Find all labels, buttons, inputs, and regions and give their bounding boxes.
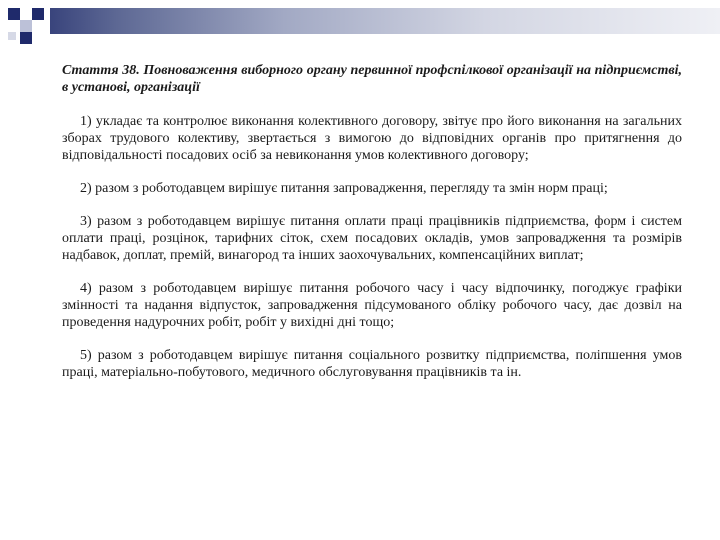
paragraph-4: 4) разом з роботодавцем вирішує питання робочого часу і часу відпочинку, погоджує графіки змінності та надання відпусток, запровадження підсумованого обліку робочого часу, дає дозвіл на проведення надурочних робіт, робіт у вихідні дні тощо; bbox=[62, 281, 682, 330]
decor-square-dark bbox=[32, 8, 44, 20]
article-title: Стаття 38. Повноваження виборного органу первинної профспілкової організації на підприємстві, в установі, організації bbox=[62, 63, 682, 95]
document-body bbox=[62, 62, 682, 397]
paragraph-2: 2) разом з роботодавцем вирішує питання запровадження, перегляду та змін норм праці; bbox=[80, 181, 608, 196]
paragraph-1: 1) укладає та контролює виконання колективного договору, звітує про його виконання на загальних зборах трудового колективу, звертається з вимогою до відповідних органів про притягнення до відповідальності посадових осіб за невиконання умов колективного договору; bbox=[62, 114, 682, 163]
decor-square-light bbox=[20, 20, 32, 32]
decor-square-light bbox=[8, 32, 16, 40]
decor-square-dark bbox=[8, 8, 20, 20]
decor-square-dark bbox=[20, 32, 32, 44]
header-gradient-band bbox=[50, 8, 720, 34]
paragraph-3: 3) разом з роботодавцем вирішує питання оплати праці працівників підприємства, форм і систем оплати праці, розцінок, тарифних сіток, схем посадових окладів, умов запровадження та розмірів надбавок, доплат, премій, винагород та інших заохочувальних, компенсаційних виплат; bbox=[62, 214, 682, 263]
paragraph-5: 5) разом з роботодавцем вирішує питання соціального розвитку підприємства, поліпшення умов праці, матеріально-побутового, медичного обслуговування працівників та ін. bbox=[62, 348, 682, 380]
header-decoration bbox=[0, 0, 720, 45]
